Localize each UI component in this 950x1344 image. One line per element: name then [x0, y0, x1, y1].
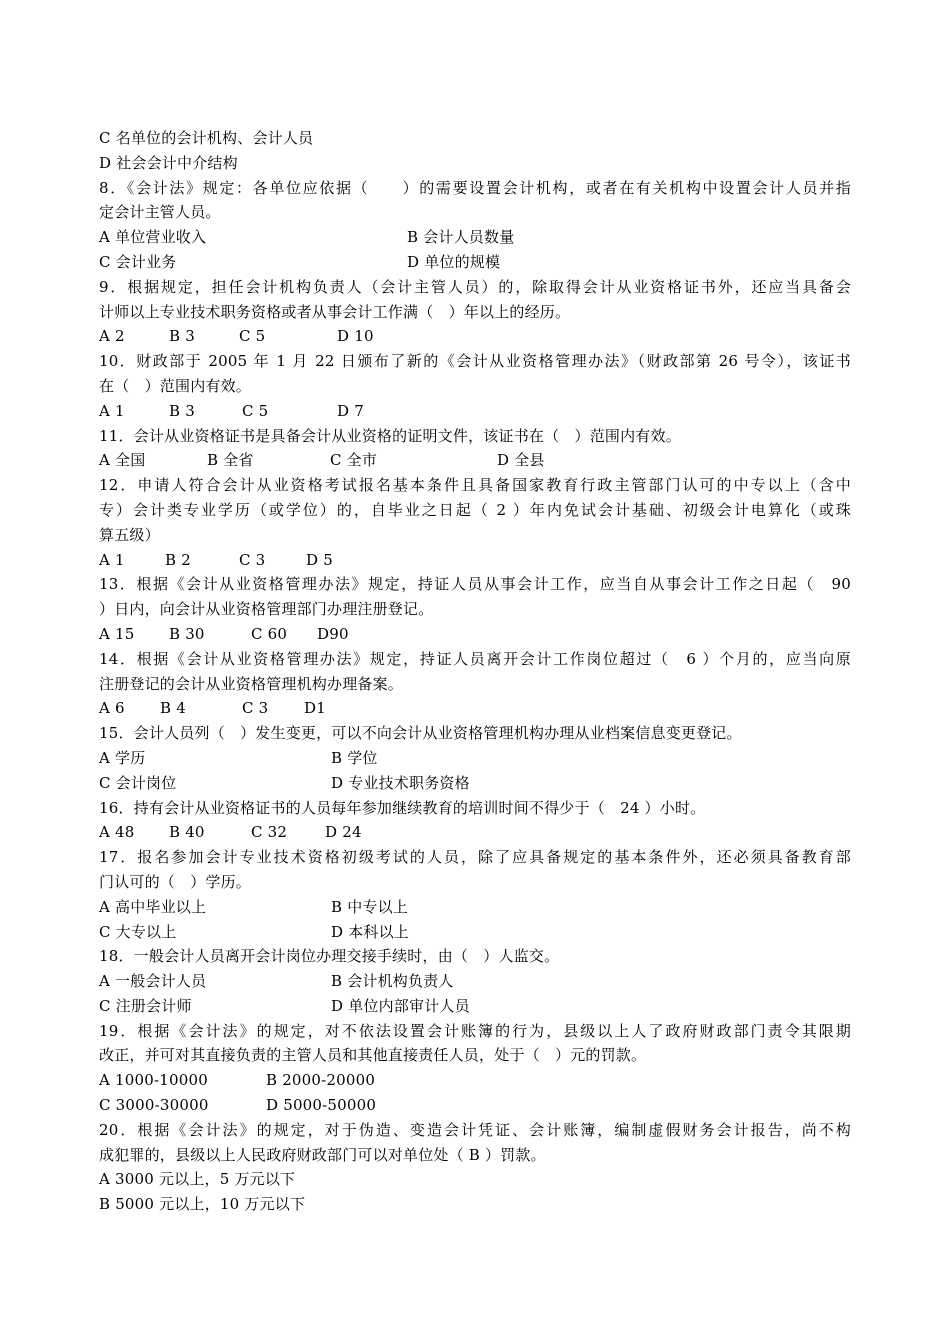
answer-option: B 2: [165, 550, 191, 569]
answer-option: B 中专以上: [331, 897, 408, 916]
answer-option: B 会计人员数量: [407, 228, 515, 247]
answer-options-row: [99, 622, 851, 647]
text-line: 17．报名参加会计专业技术资格初级考试的人员，除了应具备规定的基本条件外，还必须具备教育部: [99, 848, 851, 867]
answer-option: B 全省: [207, 451, 254, 470]
answer-option: C 32: [251, 823, 288, 842]
answer-option: B 30: [169, 624, 205, 643]
answer-option: C 5: [239, 327, 266, 346]
text-line: ）日内，向会计从业资格管理部门办理注册登记。: [99, 600, 434, 619]
answer-option: B 会计机构负责人: [331, 972, 454, 991]
answer-option: D1: [304, 699, 326, 718]
answer-option: D 5000-50000: [266, 1096, 377, 1115]
answer-option: D 专业技术职务资格: [331, 773, 470, 792]
answer-options-row: [99, 399, 851, 424]
answer-option: C 大专以上: [99, 922, 177, 941]
text-line: 在（ ）范围内有效。: [99, 376, 252, 395]
answer-option: A 单位营业收入: [99, 228, 207, 247]
answer-option: A 2: [99, 327, 125, 346]
text-line: 8．《会计法》规定：各单位应依据（ ）的需要设置会计机构，或者在有关机构中设置会计人员并指: [99, 178, 851, 197]
answer-option: A 15: [99, 624, 135, 643]
answer-option: D 本科以上: [331, 922, 409, 941]
text-line: 14．根据《会计从业资格管理办法》规定，持证人员离开会计工作岗位超过（ 6 ）个月的，应当向原: [99, 649, 851, 668]
answer-option: D 24: [325, 823, 362, 842]
text-line: 11．会计从业资格证书是具备会计从业资格的证明文件，该证书在（ ）范围内有效。: [99, 426, 681, 445]
answer-option: B 2000-20000: [266, 1071, 376, 1090]
answer-option: B 3: [169, 401, 195, 420]
answer-options-row: [99, 324, 851, 349]
answer-options-row: [99, 548, 851, 573]
answer-option: A 1: [99, 550, 125, 569]
text-line: 19．根据《会计法》的规定，对不依法设置会计账簿的行为，县级以上人了政府财政部门责令其限期: [99, 1021, 851, 1040]
answer-option: D 全县: [497, 451, 545, 470]
answer-option: A 全国: [99, 451, 146, 470]
answer-option: B 40: [169, 823, 205, 842]
text-line: 16．持有会计从业资格证书的人员每年参加继续教育的培训时间不得少于（ 24 ）小时。: [99, 798, 706, 817]
text-line: 10．财政部于 2005 年 1 月 22 日颁布了新的《会计从业资格管理办法》（财政部第 26 号令），该证书: [99, 352, 851, 371]
text-line: C 名单位的会计机构、会计人员: [99, 129, 314, 147]
answer-option: A 1000-10000: [99, 1071, 208, 1090]
answer-options-row: [99, 969, 851, 994]
text-line: 算五级）: [99, 525, 160, 544]
answer-option: B 学位: [331, 748, 378, 767]
answer-option: D 5: [306, 550, 333, 569]
answer-option: A 高中毕业以上: [99, 897, 207, 916]
answer-option: C 全市: [330, 451, 378, 470]
answer-option: C 3: [242, 699, 269, 718]
answer-option: A 学历: [99, 748, 146, 767]
answer-option: A 48: [99, 823, 135, 842]
answer-option: C 5: [242, 401, 269, 420]
text-line: 专）会计类专业学历（或学位）的，自毕业之日起（ 2 ）年内免试会计基础、初级会计电算化（或珠: [99, 500, 851, 519]
text-line: 注册登记的会计从业资格管理机构办理备案。: [99, 674, 404, 693]
answer-options-row: [99, 225, 851, 250]
text-line: 9．根据规定，担任会计机构负责人（会计主管人员）的，除取得会计从业资格证书外，还应当具备会: [99, 277, 851, 296]
text-line: 13．根据《会计从业资格管理办法》规定，持证人员从事会计工作，应当自从事会计工作之日起（ 90: [99, 575, 851, 594]
text-line: D 社会会计中介结构: [99, 153, 238, 172]
answer-options-row: [99, 920, 851, 945]
answer-options-row: [99, 696, 851, 721]
answer-options-row: [99, 1068, 851, 1093]
text-line: 15．会计人员列（ ）发生变更，可以不向会计从业资格管理机构办理从业档案信息变更登记。: [99, 724, 742, 743]
answer-options-row: [99, 895, 851, 920]
text-line: 改正，并可对其直接负责的主管人员和其他直接责任人员，处于（ ）元的罚款。: [99, 1046, 647, 1065]
text-line: 成犯罪的，县级以上人民政府财政部门可以对单位处（ B ）罚款。: [99, 1145, 546, 1164]
answer-option: C 会计岗位: [99, 773, 177, 792]
answer-options-row: [99, 820, 851, 845]
answer-option: C 3: [239, 550, 266, 569]
answer-options-row: [99, 771, 851, 796]
answer-option: D 单位的规模: [407, 252, 501, 271]
answer-option: D 单位内部审计人员: [331, 996, 470, 1015]
answer-option: B 3: [169, 327, 195, 346]
answer-options-row: [99, 994, 851, 1019]
text-line: 12．申请人符合会计从业资格考试报名基本条件且具备国家教育行政主管部门认可的中专以上（含中: [99, 476, 851, 495]
answer-option: D 10: [337, 327, 374, 346]
answer-option: A 一般会计人员: [99, 972, 207, 991]
answer-options-row: [99, 448, 851, 473]
text-line: 定会计主管人员。: [99, 203, 221, 222]
text-line: 门认可的（ ）学历。: [99, 872, 252, 891]
answer-option: C 60: [251, 624, 288, 643]
text-line: A 3000 元以上，5 万元以下: [99, 1170, 296, 1189]
answer-option: D 7: [337, 401, 364, 420]
exam-question-list: [99, 126, 851, 1217]
answer-option: B 4: [160, 699, 186, 718]
answer-option: C 会计业务: [99, 252, 177, 271]
answer-options-row: [99, 250, 851, 275]
answer-option: A 6: [99, 699, 125, 718]
answer-option: D90: [317, 624, 349, 643]
answer-option: C 3000-30000: [99, 1096, 209, 1115]
text-line: B 5000 元以上，10 万元以下: [99, 1195, 306, 1214]
text-line: 18．一般会计人员离开会计岗位办理交接手续时，由（ ）人监交。: [99, 947, 560, 966]
answer-option: A 1: [99, 401, 125, 420]
answer-options-row: [99, 746, 851, 771]
answer-option: C 注册会计师: [99, 996, 192, 1015]
answer-options-row: [99, 1093, 851, 1118]
text-line: 计师以上专业技术职务资格或者从事会计工作满（ ）年以上的经历。: [99, 302, 571, 321]
text-line: 20．根据《会计法》的规定，对于伪造、变造会计凭证、会计账簿，编制虚假财务会计报告，尚不构: [99, 1120, 851, 1139]
